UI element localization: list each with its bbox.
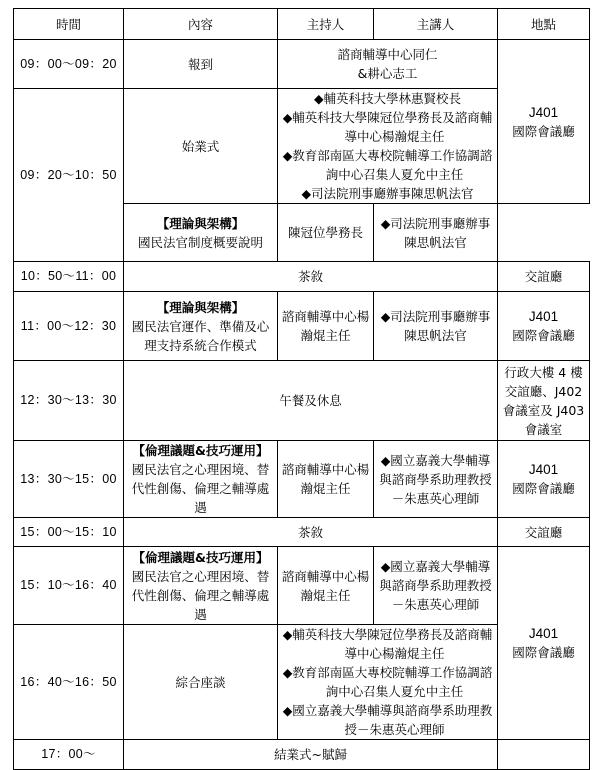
speaker-list-cell xyxy=(278,89,498,204)
content-cell: 報到 xyxy=(124,40,278,89)
location-name: 國際會議廳 xyxy=(512,481,575,496)
host-cell: 諮商輔導中心楊瀚焜主任 xyxy=(278,292,374,361)
location-cell xyxy=(498,292,590,361)
time-cell: 09：20～10：50 xyxy=(14,89,124,262)
header-time: 時間 xyxy=(14,9,124,40)
content-cell: 茶敘 xyxy=(124,262,498,292)
location-name: 國際會議廳 xyxy=(512,645,575,660)
schedule-table xyxy=(13,8,590,770)
time-cell: 13：30～15：00 xyxy=(14,441,124,518)
table-row xyxy=(14,518,590,547)
speaker-item: ◆輔英科技大學陳冠位學務長及諮商輔導中心楊瀚焜主任 xyxy=(282,627,493,661)
time-cell: 12：30～13：30 xyxy=(14,361,124,441)
location-cell xyxy=(498,40,590,204)
content-cell: 綜合座談 xyxy=(124,625,278,740)
location-cell xyxy=(498,441,590,518)
table-row xyxy=(14,441,590,518)
session-title: 國民法官制度概要說明 xyxy=(137,234,263,250)
host-cell: 陳冠位學務長 xyxy=(278,204,374,262)
session-tag: 【理論與架構】 xyxy=(156,215,245,231)
location-line: 會議室 xyxy=(524,421,563,437)
session-title: 國民法官之心理困境、替代性創傷、倫理之輔導處遇 xyxy=(131,568,270,622)
location-code: J401 xyxy=(528,309,559,324)
header-row xyxy=(14,9,590,40)
session-tag: 【倫理議題&技巧運用】 xyxy=(132,549,269,565)
table-row xyxy=(14,40,590,89)
time-cell: 11：00～12：30 xyxy=(14,292,124,361)
time-cell: 10：50～11：00 xyxy=(14,262,124,292)
content-cell xyxy=(124,547,278,625)
location-cell xyxy=(498,547,590,740)
content-cell xyxy=(124,441,278,518)
speaker-list-cell xyxy=(278,625,498,740)
content-cell: 結業式~賦歸 xyxy=(124,740,498,770)
location-code: J401 xyxy=(528,462,559,477)
location-line: 行政大樓 4 樓 xyxy=(504,364,583,380)
location-line: 交誼廳、J402 xyxy=(504,383,583,399)
content-cell: 午餐及休息 xyxy=(124,361,498,441)
location-name: 國際會議廳 xyxy=(512,328,575,343)
time-cell: 15：10～16：40 xyxy=(14,547,124,625)
location-cell: 交誼廳 xyxy=(498,518,590,547)
table-row xyxy=(14,740,590,770)
speaker-item: ◆國立嘉義大學輔導與諮商學系助理教授－朱惠英心理師 xyxy=(282,703,493,737)
location-name: 國際會議廳 xyxy=(512,123,575,139)
time-cell: 16：40～16：50 xyxy=(14,625,124,740)
location-cell xyxy=(498,740,590,770)
session-tag: 【倫理議題&技巧運用】 xyxy=(132,443,269,458)
host-cell: 諮商輔導中心楊瀚焜主任 xyxy=(278,547,374,625)
header-host: 主持人 xyxy=(278,9,374,40)
content-cell: 茶敘 xyxy=(124,518,498,547)
session-title: 國民法官之心理困境、替代性創傷、倫理之輔導處遇 xyxy=(131,462,270,515)
content-cell: 始業式 xyxy=(124,89,278,204)
speaker-cell: ◆司法院刑事廳辦事陳思帆法官 xyxy=(374,292,498,361)
header-location: 地點 xyxy=(498,9,590,40)
host-line: &耕心志工 xyxy=(357,66,418,81)
speaker-item: ◆教育部南區大專校院輔導工作協調諮詢中心召集人夏允中主任 xyxy=(282,665,493,699)
location-cell: 交誼廳 xyxy=(498,262,590,292)
table-row xyxy=(14,292,590,361)
content-cell xyxy=(124,292,278,361)
speaker-cell: ◆國立嘉義大學輔導與諮商學系助理教授－朱惠英心理師 xyxy=(374,547,498,625)
speaker-item: ◆教育部南區大專校院輔導工作協調諮詢中心召集人夏允中主任 xyxy=(282,148,493,182)
speaker-item: ◆司法院刑事廳辦事陳思帆法官 xyxy=(301,186,474,201)
header-content: 內容 xyxy=(124,9,278,40)
location-code: J401 xyxy=(528,104,559,120)
session-tag: 【理論與架構】 xyxy=(156,299,245,315)
host-line: 諮商輔導中心同仁 xyxy=(337,47,438,62)
speaker-cell: ◆國立嘉義大學輔導與諮商學系助理教授－朱惠英心理師 xyxy=(374,441,498,518)
host-cell: 諮商輔導中心楊瀚焜主任 xyxy=(278,441,374,518)
table-row xyxy=(14,361,590,441)
session-title: 國民法官運作、準備及心理支持系統合作模式 xyxy=(131,318,270,353)
location-line: 會議室及 J403 xyxy=(502,402,585,418)
header-speaker: 主講人 xyxy=(374,9,498,40)
time-cell: 15：00～15：10 xyxy=(14,518,124,547)
speaker-cell: ◆司法院刑事廳辦事陳思帆法官 xyxy=(374,204,498,262)
host-cell xyxy=(278,40,498,89)
table-row xyxy=(14,262,590,292)
location-cell xyxy=(498,361,590,441)
time-cell: 09：00～09：20 xyxy=(14,40,124,89)
table-row xyxy=(14,547,590,625)
speaker-item: ◆輔英科技大學陳冠位學務長及諮商輔導中心楊瀚焜主任 xyxy=(282,110,493,144)
content-cell xyxy=(124,204,278,262)
time-cell: 17：00～ xyxy=(14,740,124,770)
speaker-item: ◆輔英科技大學林惠賢校長 xyxy=(313,91,462,106)
location-code: J401 xyxy=(528,626,559,641)
